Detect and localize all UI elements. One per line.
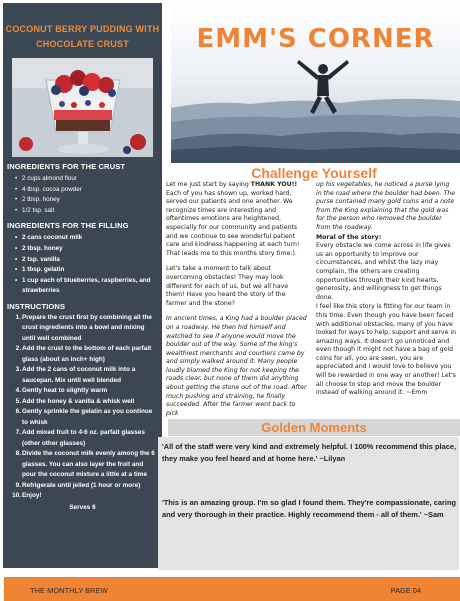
list-item: 6. Gently sprinkle the gelatin as you continue to whisk <box>15 408 153 426</box>
list-item: • 4 tbsp. cocoa powder <box>15 185 158 196</box>
testimonial-lilyan: 'All of the staff were very kind and extremely helpful. I 100% recommend this place, they make you feel heard and at home here.' ~Lilyan <box>162 442 456 463</box>
list-item: • 2 cups almond flour <box>15 174 158 185</box>
paragraph: I feel like this story is fitting for our team in this time. Even though you have been faced with additional obstacles, many of you have looked for ways to help, support and serve in amazing ways. It doesn't go unnoticed and even though it might not have a bag of gold coins for all, you are seen, you are appreciated and I would love to believe you will be rewarded in one way or another! Let's all choose to stop and move the boulder instead of walking around it. ~Emm <box>316 303 457 397</box>
testimonial-sam: 'This is an amazing group. I'm so glad I found them. They're compassionate, caring and very thorough in their practice. Highly recommend them - all of them.' ~Sam <box>162 498 456 519</box>
serves-label: Serves 6 <box>69 503 96 511</box>
filling-heading: INGREDIENTS FOR THE FILLING <box>7 221 129 231</box>
story-column-2 <box>316 181 457 405</box>
recipe-sidebar <box>3 3 162 568</box>
paragraph: Let's take a moment to talk about overcoming obstacles! They may look different for each of us, but we all have them! Have you heard the story of the farmer and the stone? <box>166 265 289 307</box>
hero-image <box>171 0 460 163</box>
instructions-list <box>3 313 162 502</box>
pudding-photo <box>12 58 153 157</box>
list-item: 10. Enjoy! <box>12 492 42 500</box>
list-item: • 1 cup each of blueberries, raspberries, and strawberries <box>15 276 158 297</box>
list-item: • 2 cans coconut milk <box>15 233 158 244</box>
list-item: • 2 tbsp. honey <box>15 195 158 206</box>
paragraph: Let me just start by saying THANK YOU!! Each of you has shown up, worked hard, served our patients and one another. We recognize times are interesting and oftentimes emotions are heightened, especially for our community and patients and we continue to see wonderful patient care and kindness happening at each turn! That leads me to this months story time:). <box>166 181 300 257</box>
list-item: 4. Gently heat to slightly warm <box>15 387 108 395</box>
list-item: 7. Add mixed fruit to 4-6 oz. parfait glasses (other other glasses) <box>15 429 145 447</box>
filling-ingredients <box>3 233 162 297</box>
golden-moments-title: Golden Moments <box>261 420 367 435</box>
instructions-heading: INSTRUCTIONS <box>7 301 66 311</box>
moral-heading: Moral of the story: <box>316 233 382 241</box>
list-item: 9. Refrigerate until jelled (1 hour or more) <box>15 481 141 489</box>
crust-heading: INGREDIENTS FOR THE CRUST <box>7 162 126 171</box>
list-item: • 2 tsp. vanilla <box>15 255 158 266</box>
list-item: • 1 tbsp. gelatin <box>15 265 158 276</box>
list-item: 8. Divide the coconut milk evenly among the 6 glasses. You can also layer the fruit and pour the coconut mixture a little at a time <box>15 450 155 479</box>
footer-bar <box>4 577 460 601</box>
story-column-1 <box>166 181 307 425</box>
list-item: 5. Add the honey & vanilla & whisk well <box>15 397 135 405</box>
newsletter-name: THE MONTHLY BREW <box>30 586 108 595</box>
hero-title: EMM'S CORNER <box>196 24 435 54</box>
paragraph: up his vegetables, he noticed a purse lying in the road where the boulder had been. The purse contained many gold coins and a note from the King explaining that the gold was for the person who removed the boulder from the roadway. <box>316 181 456 231</box>
challenge-title: Challenge Yourself <box>251 165 377 181</box>
paragraph: Every obstacle we come across in life gives us an opportunity to improve our circumstances, and whilst the lazy may complain, the others are creating opportunities through their kind hearts, generosity, and willingness to get things done. <box>316 242 451 301</box>
list-item: 3. Add the 2 cans of coconut milk into a saucepan. Mix until well blended <box>15 366 136 384</box>
recipe-title: COCONUT BERRY PUDDING WITH CHOCOLATE CRUST <box>5 24 160 49</box>
paragraph: In ancient times, a King had a boulder placed on a roadway. He then hid himself and watched to see if anyone would move the boulder out of the way. Some of the king's wealthiest merchants and courtiers came by and simply walked around it. Many people loudly blamed the King for not keeping the roads clear, but none of them did anything about getting the stone out of the road. After much pushing and straining, he finally succeeded. After the farmer went back to pick <box>166 315 307 417</box>
pudding-illustration <box>12 58 153 157</box>
crust-ingredients <box>3 174 162 216</box>
list-item: • 1/2 tsp. salt <box>15 206 158 217</box>
list-item: 1. Prepare the crust first by combining all the crust ingredients into a bowl and mixing until well combined <box>15 313 152 342</box>
list-item: 2. Add the crust to the bottom of each parfait glass (about an inch+ high) <box>15 345 152 363</box>
page-number: PAGE 04 <box>390 586 421 595</box>
list-item: • 2 tbsp. honey <box>15 244 158 255</box>
